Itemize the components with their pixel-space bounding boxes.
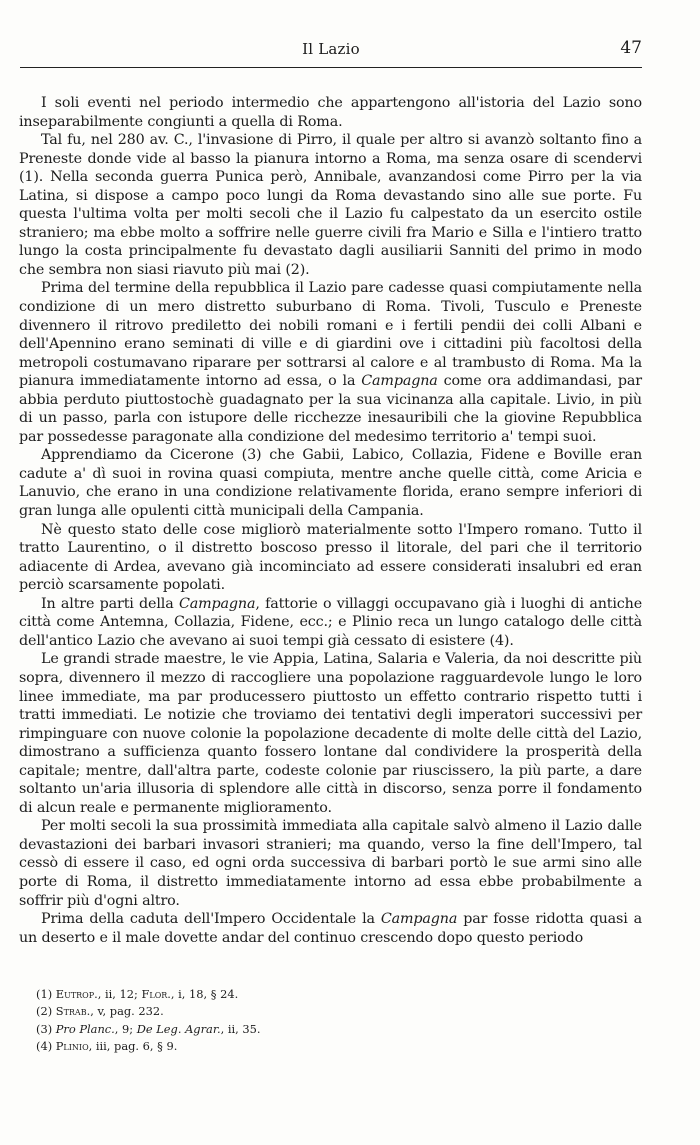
paragraph: [19, 94, 642, 131]
paragraph: [19, 910, 642, 947]
text-run: Prima della caduta dell'Impero Occidentale la: [41, 911, 381, 928]
footnotes: [36, 986, 596, 1056]
footnote-run: Strab.: [55, 1004, 91, 1019]
paragraph: [19, 521, 642, 595]
text-run: come ora addimandasi, par abbia perduto piuttostochè guadagnato per la sua vicinanza alla capitale. Livio, in più di un passo, parla con istupore delle ricchezze inesauribili che la giovine Repubblica par possedesse paragonate alla condizione del medesimo territorio a' tempi suoi.: [19, 373, 642, 445]
text-run: I soli eventi nel periodo intermedio che appartengono all'istoria del Lazio sono inseparabilmente congiunti a quella di Roma.: [19, 95, 642, 130]
footnote-run: , i, 18, § 24.: [170, 987, 239, 1001]
footnote-run: , v, pag. 232.: [90, 1004, 164, 1019]
running-title: Il Lazio: [302, 40, 360, 58]
paragraph: [19, 446, 642, 520]
text-run: Le grandi strade maestre, le vie Appia, Latina, Salaria e Valeria, da noi descritte più sopra, divennero il mezzo di raccogliere una popolazione ragguardevole lungo le loro linee immediate, ma par producessero piuttosto un effetto contrario rispetto tutti i tratti immediati. Le notizie che troviamo dei tentativi degli imperatori successivi per rimpinguare con nuove colonie la popolazione decadente di molte delle città del Lazio, dimostrano a sufficienza quanto fossero lontane dal condividere la prosperità della capitale; mentre, dall'altra parte, codeste colonie par riuscissero, la più parte, a dare soltanto un'aria illusoria di splendore alle città in discorso, senza porre il fondamento di alcun reale e permanente miglioramento.: [19, 651, 642, 816]
text-run: In altre parti della: [41, 595, 179, 612]
footnote: [36, 1003, 596, 1020]
body-text: [19, 94, 642, 947]
footnote-run: , 9;: [114, 1021, 137, 1036]
text-run: par fosse ridotta quasi a un deserto e il male dovette andar del continuo crescendo dopo questo periodo: [19, 911, 642, 946]
paragraph: [19, 650, 642, 817]
footnote-run: (2): [36, 1004, 56, 1019]
italic-term: Campagna: [178, 595, 256, 612]
footnote-run: Eutrop.: [55, 987, 98, 1001]
page-header: [20, 38, 642, 64]
footnote-run: Plinio: [55, 1039, 89, 1054]
paragraph: [19, 595, 642, 651]
text-run: Nè questo stato delle cose migliorò materialmente sotto l'Impero romano. Tutto il tratto Laurentino, o il distretto boscoso presso il litorale, del pari che il territorio adiacente di Ardea, avevano già incominciato ad essere considerati insalubri ed eran perciò scarsamente popolati.: [19, 521, 642, 594]
footnote-run: Flor.: [141, 987, 171, 1001]
footnote-run: De Leg. Agrar.: [136, 1021, 221, 1036]
footnote-run: , ii, 35.: [220, 1021, 261, 1036]
page-number: 47: [620, 38, 642, 58]
footnote-run: (4): [36, 1039, 56, 1054]
text-run: , fattorie o villaggi occupavano già i luoghi di antiche città come Antemna, Collazia, Fidene, ecc.; e Plinio reca un lungo catalogo delle città dell'antico Lazio che avevano ai suoi tempi già cessato di esistere (4).: [19, 595, 643, 649]
footnote: [36, 1021, 596, 1038]
paragraph: [19, 279, 642, 446]
footnote-run: , ii, 12;: [97, 987, 142, 1001]
text-run: Tal fu, nel 280 av. C., l'invasione di Pirro, il quale per altro si avanzò soltanto fino a Preneste donde vide al basso la pianura intorno a Roma, ma senza osare di scendervi (1). Nella seconda guerra Punica però, Annibale, avanzandosi come Pirro per la via Latina, si dispose a campo poco lungi da Roma devastando sino alle sue porte. Fu questa l'ultima volta per molti secoli che il Lazio fu calpestato da un esercito ostile straniero; ma ebbe molto a soffrire nelle guerre civili fra Mario e Silla e l'intiero tratto lungo la costa principalmente fu devastato dagli ausiliarii Sanniti del primo in modo che sembra non siasi riavuto più mai (2).: [19, 132, 642, 278]
paragraph: [19, 131, 642, 279]
footnote-run: (3): [36, 1021, 56, 1036]
paragraph: [19, 817, 642, 910]
text-run: Per molti secoli la sua prossimità immediata alla capitale salvò almeno il Lazio dalle devastazioni dei barbari invasori stranieri; ma quando, verso la fine dell'Impero, tal cessò di essere il caso, ed ogni orda successiva di barbari portò le sue armi sino alle porte di Roma, il distretto immediatamente intorno ad essa ebbe probabilmente a soffrir più d'ogni altro.: [19, 818, 642, 909]
text-run: Prima del termine della repubblica il Lazio pare cadesse quasi compiutamente nella condizione di un mero distretto suburbano di Roma. Tivoli, Tusculo e Preneste divennero il ritrovo prediletto dei nobili romani e i fertili pendii dei colli Albani e dell'Apennino erano seminati di ville e di giardini ove i cittadini più facoltosi della metropoli costumavano riparare per sottrarsi al calore e al trambusto di Roma. Ma la pianura immediatamente intorno ad essa, o la: [19, 280, 642, 390]
header-rule: [20, 67, 642, 68]
footnote-run: Pro Planc.: [55, 1021, 115, 1036]
footnote: [36, 986, 596, 1003]
footnote-run: (1): [36, 987, 56, 1001]
text-run: Apprendiamo da Cicerone (3) che Gabii, Labico, Collazia, Fidene e Boville eran cadute a' dì suoi in rovina quasi compiuta, mentre anche quelle città, come Aricia e Lanuvio, che erano in una condizione relativamente florida, erano sempre inferiori di gran lunga alle opulenti città municipali della Campania.: [19, 447, 642, 520]
footnote: [36, 1038, 596, 1055]
italic-term: Campagna: [361, 373, 438, 390]
footnote-run: , iii, pag. 6, § 9.: [88, 1039, 178, 1054]
italic-term: Campagna: [380, 911, 458, 928]
